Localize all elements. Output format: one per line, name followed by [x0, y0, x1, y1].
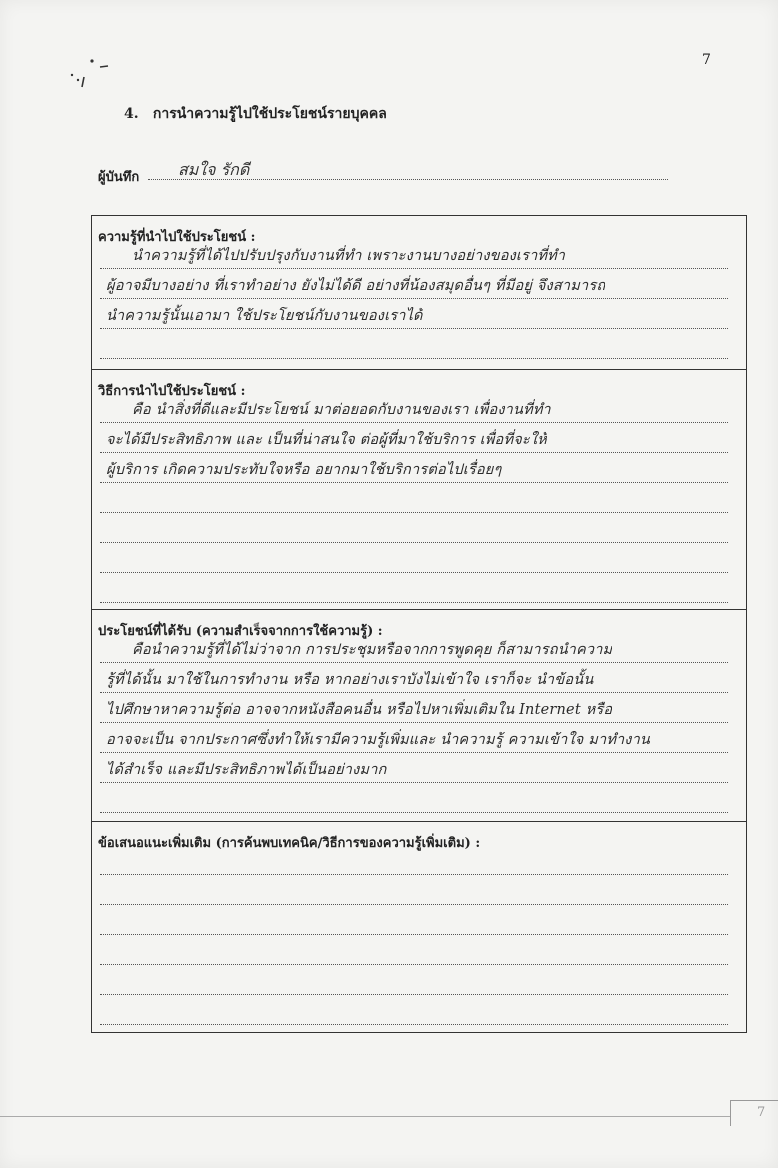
- writing-line: [100, 302, 728, 329]
- handwritten-text: ผู้บริการ เกิดความประทับใจหรือ อยากมาใช้บริการต่อไปเรื่อยๆ: [106, 462, 502, 478]
- writing-line: [100, 786, 728, 813]
- section-title-suggestions: ข้อเสนอแนะเพิ่มเติม (การค้นพบเทคนิค/วิธีการของความรู้เพิ่มเติม) :: [98, 836, 481, 851]
- handwritten-text: อาจจะเป็น จากประกาศซึ่งทำให้เรามีความรู้เพิ่มและ นำความรู้ ความเข้าใจ มาทำงาน: [106, 732, 651, 748]
- writing-line: [100, 636, 728, 663]
- footer-rule: [0, 1116, 730, 1117]
- section-title: การนำความรู้ไปใช้ประโยชน์รายบุคคล: [152, 106, 387, 122]
- writing-line: [100, 908, 728, 935]
- handwritten-text: รู้ที่ได้นั้น มาใช้ในการทำงาน หรือ หากอย่างเราบังไม่เข้าใจ เราก็จะ นำข้อนั้น: [106, 672, 594, 688]
- recorder-handwritten-name: สมใจ รักดี: [178, 160, 250, 179]
- handwritten-text: ผู้อาจมีบางอย่าง ที่เราทำอย่าง ยังไม่ได้ดี อย่างที่น้องสมุดอื่นๆ ที่มีอยู่ จึงสามารถ: [106, 278, 606, 294]
- writing-line: [100, 726, 728, 753]
- section-title-method: วิธีการนำไปใช้ประโยชน์ :: [98, 384, 246, 399]
- handwritten-text: นำความรู้ที่ได้ไปปรับปรุงกับงานที่ทำ เพราะงานบางอย่างของเราที่ทำ: [132, 248, 566, 264]
- section-method: [92, 370, 746, 610]
- scan-specks-decoration: [62, 55, 122, 95]
- writing-line: [100, 756, 728, 783]
- footer-page-tab: 7: [730, 1100, 778, 1126]
- page-number: 7: [702, 52, 711, 68]
- section-heading: [124, 103, 387, 125]
- writing-line: [100, 426, 728, 453]
- writing-line: [100, 456, 728, 483]
- section-title-knowledge-used: ความรู้ที่นำไปใช้ประโยชน์ :: [98, 230, 256, 245]
- handwritten-text: คือนำความรู้ที่ได้ไม่ว่าจาก การประชุมหรือจากการพูดคุย ก็สามารถนำความ: [132, 642, 613, 658]
- writing-line: [100, 242, 728, 269]
- section-knowledge-used: [92, 216, 746, 370]
- writing-line: [100, 396, 728, 423]
- section-title-benefits: ประโยชน์ที่ได้รับ (ความสำเร็จจากการใช้ความรู้) :: [98, 624, 383, 639]
- writing-line: [100, 486, 728, 513]
- handwritten-text: ไปศึกษาหาความรู้ต่อ อาจจากหนังสือคนอื่น หรือไปหาเพิ่มเติมใน Internet หรือ: [106, 702, 613, 718]
- writing-line: [100, 666, 728, 693]
- writing-line: [100, 938, 728, 965]
- handwritten-text: ได้สำเร็จ และมีประสิทธิภาพได้เป็นอย่างมาก: [106, 762, 387, 778]
- writing-line: [100, 968, 728, 995]
- section-benefits: [92, 610, 746, 822]
- writing-line: [100, 998, 728, 1025]
- section-suggestions: [92, 822, 746, 1034]
- handwritten-text: คือ นำสิ่งที่ดีและมีประโยชน์ มาต่อยอดกับงานของเรา เพื่องานที่ทำ: [132, 402, 551, 418]
- handwritten-text: นำความรู้นั้นเอามา ใช้ประโยชน์กับงานของเราได้: [106, 308, 423, 324]
- writing-line: [100, 878, 728, 905]
- recorder-field: [98, 160, 668, 184]
- writing-line: [100, 696, 728, 723]
- writing-line: [100, 516, 728, 543]
- section-number: 4.: [124, 106, 139, 122]
- writing-line: [100, 546, 728, 573]
- knowledge-form: [91, 215, 747, 1033]
- handwritten-text: จะได้มีประสิทธิภาพ และ เป็นที่น่าสนใจ ต่อผู้ที่มาใช้บริการ เพื่อที่จะให้: [106, 432, 547, 448]
- writing-line: [100, 272, 728, 299]
- recorder-label: ผู้บันทึก: [98, 170, 140, 185]
- writing-line: [100, 576, 728, 603]
- writing-line: [100, 848, 728, 875]
- writing-line: [100, 332, 728, 359]
